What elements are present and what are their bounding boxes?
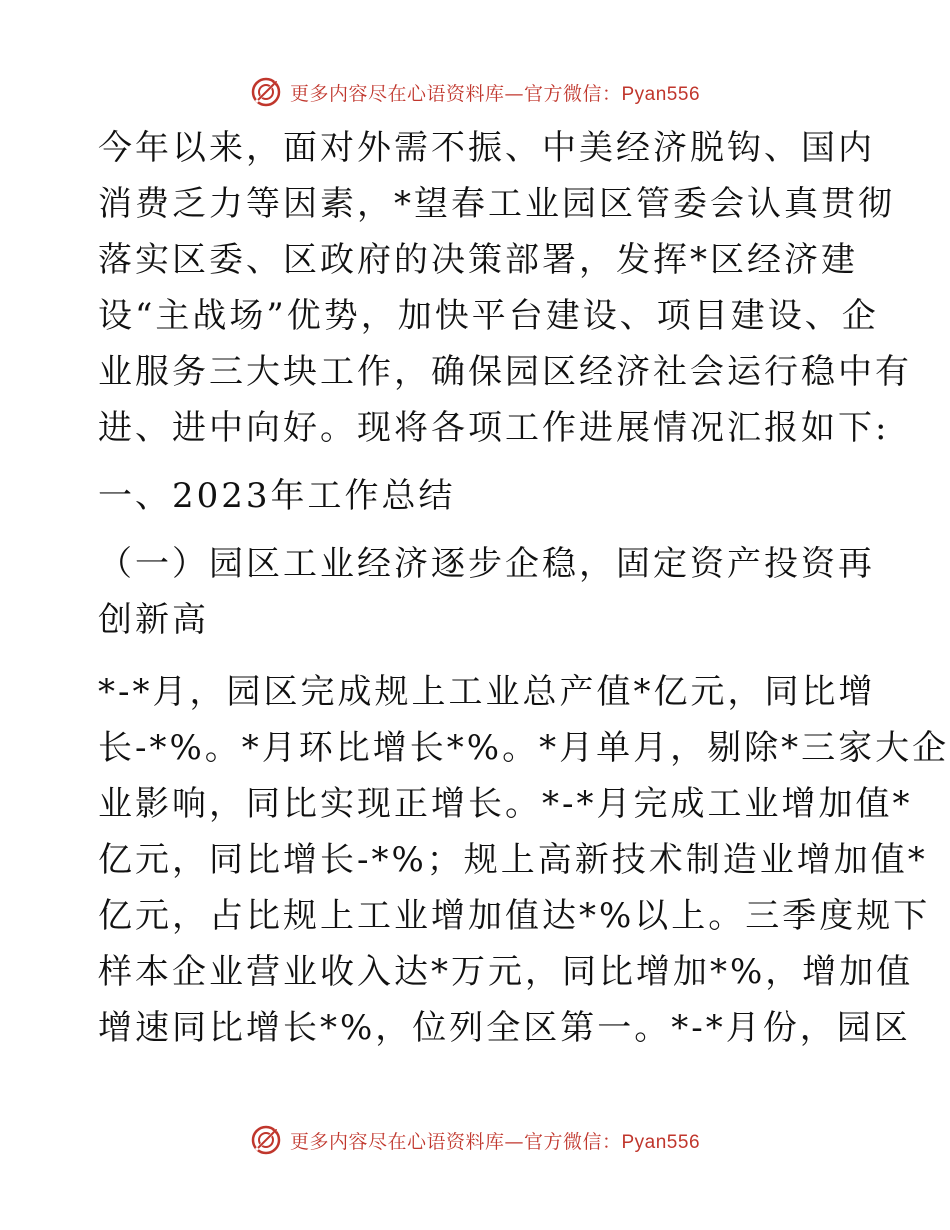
text-line: *-*月，园区完成规上工业总产值*亿元，同比增: [98, 672, 876, 712]
text-line: 进、进中向好。现将各项工作进展情况汇报如下:: [98, 408, 890, 448]
text-line: 消费乏力等因素，*望春工业园区管委会认真贯彻: [98, 184, 895, 224]
text-line: 增速同比增长*%，位列全区第一。*-*月份，园区: [98, 1008, 911, 1048]
text-line: 设“主战场”优势，加快平台建设、项目建设、企: [98, 296, 879, 336]
document-body: [98, 120, 950, 1056]
text-line: 落实区委、区政府的决策部署，发挥*区经济建: [98, 240, 858, 280]
watermark-header: [0, 72, 950, 112]
text-line: 今年以来，面对外需不振、中美经济脱钩、国内: [98, 128, 875, 168]
text-line: 业影响，同比实现正增长。*-*月完成工业增加值*: [98, 784, 913, 824]
body-paragraph: [98, 664, 950, 1056]
watermark-handle: Pyan556: [621, 83, 701, 105]
text-line: 样本企业营业收入达*万元，同比增加*%，增加值: [98, 952, 914, 992]
brand-logo-icon: [250, 1124, 282, 1156]
text-line: 亿元，占比规上工业增加值达*%以上。三季度规下: [98, 896, 931, 936]
watermark-brand: 更多内容尽在心语资料库—官方微信：: [289, 1130, 622, 1153]
section-heading: 一、2023年工作总结: [98, 476, 456, 516]
watermark-handle: Pyan556: [621, 1131, 701, 1153]
watermark-brand: 更多内容尽在心语资料库—官方微信：: [289, 82, 622, 105]
text-line: 亿元，同比增长-*%；规上高新技术制造业增加值*: [98, 840, 928, 880]
subheading: [98, 536, 875, 648]
text-line: 长-*%。*月环比增长*%。*月单月，剔除*三家大企: [98, 728, 950, 768]
text-line: 业服务三大块工作，确保园区经济社会运行稳中有: [98, 352, 912, 392]
watermark-text: [290, 79, 700, 106]
intro-paragraph: [98, 120, 912, 456]
text-line: （一）园区工业经济逐步企稳，固定资产投资再: [98, 544, 875, 584]
text-line: 创新高: [98, 600, 209, 640]
watermark-footer: [0, 1120, 950, 1160]
watermark-text: [290, 1127, 700, 1154]
brand-logo-icon: [250, 76, 282, 108]
